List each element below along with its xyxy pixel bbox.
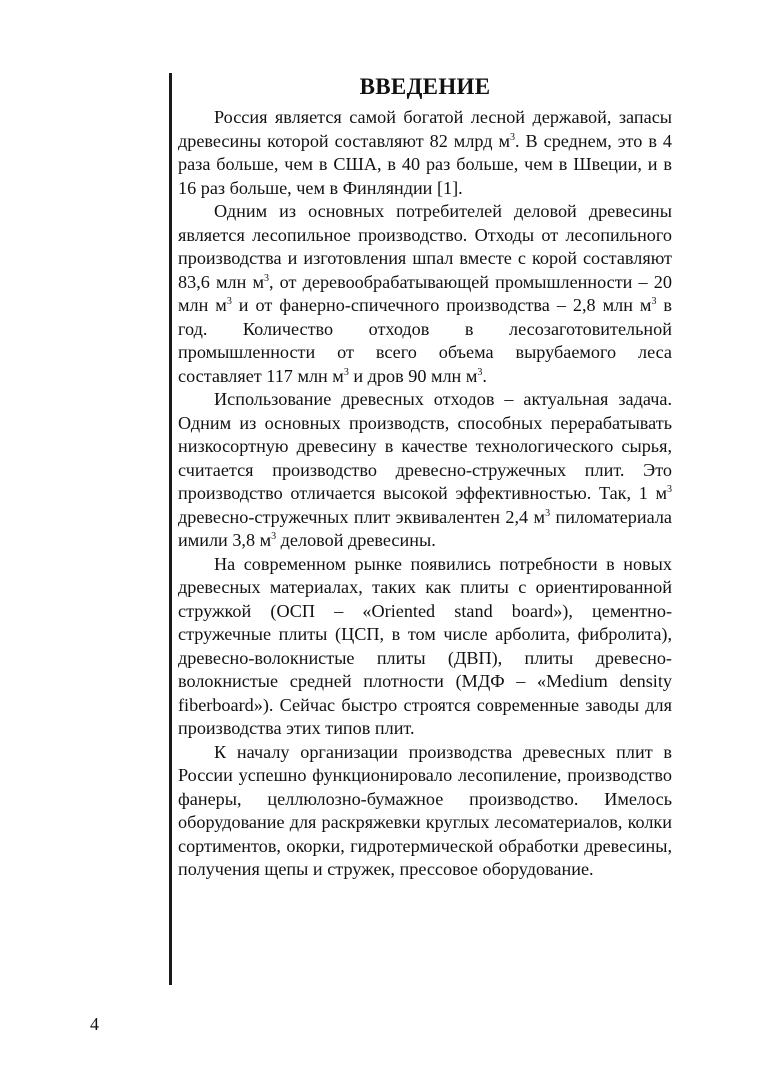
page-content bbox=[178, 72, 672, 882]
text-run: деловой древесины. bbox=[276, 530, 436, 550]
page-title: ВВЕДЕНИЕ bbox=[359, 74, 491, 99]
body-text bbox=[178, 106, 672, 882]
superscript: 3 bbox=[545, 507, 551, 519]
superscript: 3 bbox=[651, 296, 657, 307]
margin-rule bbox=[169, 73, 172, 985]
text-run: в год. Количество отходов в лесозаготовительной промышленности от всего объема вырубаемого леса составляет 117 млн м bbox=[178, 295, 673, 386]
text-run: пиломатериала имили 3,8 м bbox=[178, 506, 672, 550]
text-run: На современном рынке появились потребности в новых древесных материалах, таких как плиты с ориентированной стружкой (ОСП – «Oriented stand board»), цементно-стружечные плиты (ЦСП, в том числе арболита, фибролита), древесно-волокнистые плиты (ДВП), плиты древесно-волокнистые средней плотности (МДФ – «Medium density fiberboard»). Сейчас быстро строятся современные заводы для производства этих типов плит. bbox=[178, 553, 672, 738]
paragraph bbox=[178, 388, 672, 553]
superscript: 3 bbox=[667, 484, 672, 495]
text-run: , от деревообрабатывающей промышленности – 20 млн м bbox=[178, 271, 672, 315]
paragraph bbox=[178, 106, 672, 200]
text-run: К началу организации производства древесных плит в России успешно функционировало лесопиление, производство фанеры, целлюлозно-бумажное производство. Имелось оборудование для раскряжевки круглых лесоматериалов, колки сортиментов, окорки, гидротермической обработки древесины, получения щепы и стружек, прессовое оборудование. bbox=[178, 741, 672, 879]
text-run: и от фанерно-спичечного производства – 2,8 млн м bbox=[231, 295, 652, 315]
text-run: Одним из основных потребителей деловой древесины является лесопильное производство. Отходы от лесопильного производства и изготовления шпал вместе с корой составляют 83,6 млн м bbox=[178, 201, 672, 292]
text-run: . bbox=[482, 365, 487, 386]
superscript: 3 bbox=[263, 272, 269, 284]
text-run: Использование древесных отходов – актуальная задача. Одним из основных производств, способных перерабатывать низкосортную древесину в качестве технологического сырья, считается производство древесно-стружечных плит. Это производство отличается высокой эффективностью. Так, 1 м bbox=[178, 389, 672, 503]
paragraph bbox=[178, 553, 672, 741]
text-run: . В среднем, это в 4 раза больше, чем в США, в 40 раз больше, чем в Швеции, и в 16 раз больше, чем в Финляндии [1]. bbox=[178, 130, 672, 198]
paragraph bbox=[178, 200, 672, 388]
paragraph bbox=[178, 741, 672, 882]
superscript: 3 bbox=[343, 366, 349, 378]
superscript: 3 bbox=[226, 296, 232, 307]
page-number: 4 bbox=[90, 1014, 99, 1034]
text-run: Россия является самой богатой лесной державой, запасы древесины которой составляют 82 млрд м bbox=[178, 107, 672, 151]
superscript: 3 bbox=[271, 531, 277, 542]
text-run: и дров 90 млн м bbox=[348, 365, 478, 386]
superscript: 3 bbox=[510, 131, 515, 143]
superscript: 3 bbox=[477, 366, 483, 378]
text-run: древесно-стружечных плит эквивалентен 2,4 м bbox=[178, 506, 546, 527]
